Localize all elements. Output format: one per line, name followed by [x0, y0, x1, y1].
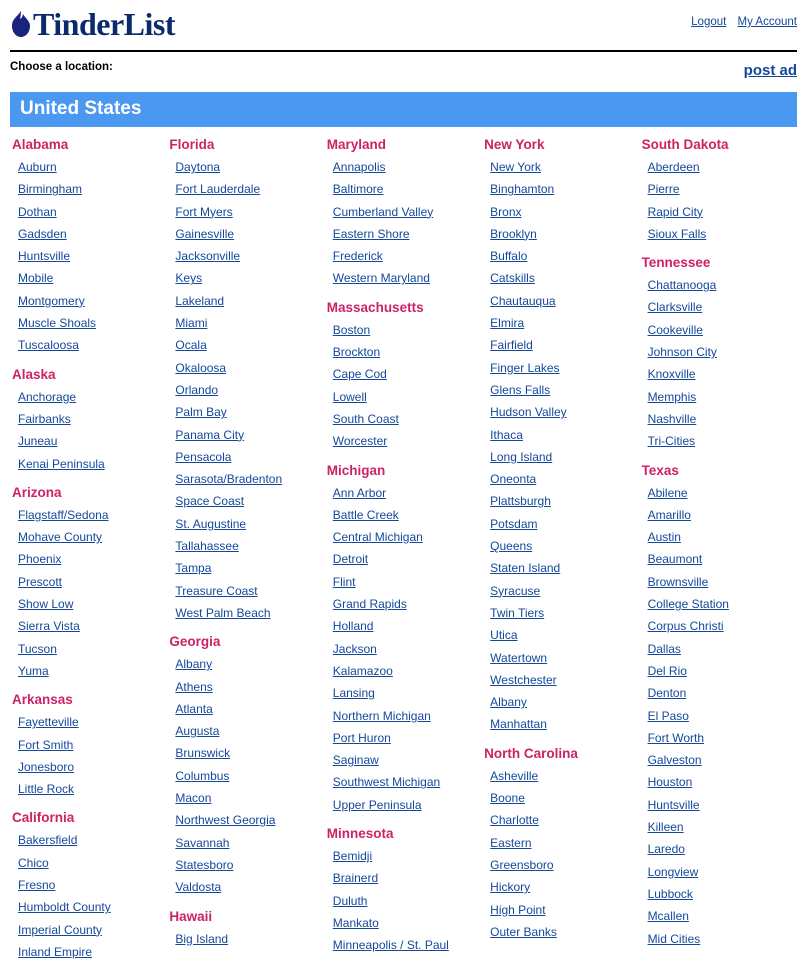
- state-block: [482, 137, 633, 736]
- city-link[interactable]: Tucson: [18, 641, 57, 656]
- city-link[interactable]: Jackson: [332, 641, 377, 656]
- city-link[interactable]: Chico: [18, 855, 49, 870]
- city-link[interactable]: Orlando: [175, 382, 219, 397]
- city-link[interactable]: Mid Cities: [647, 931, 701, 946]
- city-link[interactable]: Ithaca: [490, 427, 523, 442]
- city-link[interactable]: Frederick: [332, 249, 383, 264]
- state-block: [325, 300, 476, 453]
- city-link[interactable]: Huntsville: [647, 797, 700, 812]
- city-link[interactable]: Asheville: [490, 768, 539, 783]
- state-block: [10, 810, 161, 963]
- city-link[interactable]: Miami: [175, 316, 208, 331]
- city-link[interactable]: St. Augustine: [175, 516, 247, 531]
- state-name: South Dakota: [641, 137, 729, 152]
- city-link[interactable]: Aberdeen: [647, 160, 700, 174]
- city-link[interactable]: Lansing: [332, 686, 375, 701]
- state-name: Alaska: [12, 366, 56, 382]
- city-link[interactable]: Plattsburgh: [490, 494, 551, 509]
- city-link[interactable]: Cookeville: [647, 322, 703, 337]
- city-link[interactable]: Flagstaff/Sedona: [18, 507, 109, 522]
- city-link[interactable]: Fairfield: [490, 338, 533, 353]
- city-link[interactable]: Albany: [175, 657, 213, 672]
- state-name: Arkansas: [12, 692, 73, 708]
- location-column: [167, 137, 324, 950]
- city-link[interactable]: Charlotte: [490, 813, 539, 828]
- city-link[interactable]: Valdosta: [175, 880, 222, 895]
- flame-icon: [10, 10, 32, 38]
- city-link[interactable]: Phoenix: [18, 552, 62, 567]
- city-link[interactable]: Huntsville: [18, 249, 71, 264]
- city-link[interactable]: New York: [490, 160, 541, 174]
- city-link[interactable]: Muscle Shoals: [18, 316, 97, 331]
- city-link[interactable]: Catskills: [490, 271, 535, 286]
- city-link[interactable]: Corpus Christi: [647, 619, 724, 634]
- state-name: Michigan: [326, 462, 386, 478]
- state-block: [167, 634, 318, 898]
- city-link[interactable]: Austin: [647, 530, 681, 545]
- state-name: Texas: [641, 462, 679, 478]
- city-link[interactable]: West Palm Beach: [175, 605, 271, 620]
- city-link[interactable]: Statesboro: [175, 857, 234, 872]
- city-link[interactable]: Killeen: [647, 820, 684, 835]
- city-link[interactable]: Prescott: [18, 574, 63, 589]
- city-link[interactable]: Beaumont: [647, 552, 703, 567]
- city-link[interactable]: Brockton: [332, 345, 381, 360]
- city-link[interactable]: Jonesboro: [18, 759, 75, 774]
- state-name: New York: [484, 137, 545, 152]
- location-column: [325, 137, 482, 957]
- state-block: [325, 463, 476, 816]
- city-link[interactable]: Utica: [490, 628, 518, 643]
- city-link[interactable]: Bemidji: [332, 849, 373, 864]
- city-link[interactable]: Kenai Peninsula: [18, 456, 105, 471]
- city-link[interactable]: Humboldt County: [18, 900, 111, 915]
- city-link[interactable]: Brainerd: [332, 871, 379, 886]
- city-link[interactable]: Finger Lakes: [490, 360, 560, 375]
- city-link[interactable]: Outer Banks: [490, 924, 557, 939]
- city-link[interactable]: Brownsville: [647, 574, 709, 589]
- city-link[interactable]: Athens: [175, 679, 213, 694]
- city-link[interactable]: Tampa: [175, 561, 212, 576]
- city-link[interactable]: Port Huron: [332, 730, 391, 745]
- city-link[interactable]: Mohave County: [18, 530, 103, 545]
- city-link[interactable]: Clarksville: [647, 300, 703, 315]
- state-block: [325, 826, 476, 956]
- city-link[interactable]: Northern Michigan: [332, 708, 431, 723]
- city-link[interactable]: Mcallen: [647, 909, 689, 924]
- city-link[interactable]: Little Rock: [18, 782, 75, 797]
- state-name: Georgia: [169, 634, 221, 650]
- city-link[interactable]: Baltimore: [332, 182, 384, 197]
- city-link[interactable]: Kalamazoo: [332, 663, 393, 678]
- city-link[interactable]: Fort Lauderdale: [175, 182, 261, 197]
- city-link[interactable]: Fort Worth: [647, 730, 705, 745]
- header-links: [683, 16, 797, 28]
- city-link[interactable]: Inland Empire: [18, 944, 93, 959]
- city-link[interactable]: Worcester: [332, 434, 388, 449]
- city-link[interactable]: Pensacola: [175, 449, 232, 464]
- city-link[interactable]: Binghamton: [490, 182, 555, 197]
- site-header: [0, 0, 807, 46]
- city-link[interactable]: Jacksonville: [175, 249, 241, 264]
- city-link[interactable]: Cape Cod: [332, 367, 387, 382]
- site-logo-text: TinderList: [33, 6, 175, 42]
- city-link[interactable]: Savannah: [175, 835, 230, 850]
- city-link[interactable]: Auburn: [18, 160, 57, 174]
- city-link[interactable]: Keys: [175, 271, 203, 286]
- city-link[interactable]: Chattanooga: [647, 278, 717, 293]
- state-block: [10, 367, 161, 475]
- city-link[interactable]: College Station: [647, 597, 729, 612]
- city-link[interactable]: Mobile: [18, 271, 54, 286]
- city-link[interactable]: Westchester: [490, 672, 557, 687]
- city-link[interactable]: Hickory: [490, 880, 531, 895]
- city-link[interactable]: Fort Smith: [18, 737, 74, 752]
- city-link[interactable]: Dothan: [18, 204, 57, 219]
- state-block: [640, 137, 791, 245]
- city-link[interactable]: Western Maryland: [332, 271, 430, 286]
- state-block: [167, 137, 318, 624]
- location-column: [640, 137, 797, 950]
- city-link[interactable]: Fayetteville: [18, 715, 79, 730]
- city-link[interactable]: Boone: [490, 791, 525, 806]
- state-name: Massachusetts: [326, 299, 424, 315]
- city-link[interactable]: Lakeland: [175, 293, 225, 308]
- state-block: [325, 137, 476, 290]
- city-link[interactable]: Abilene: [647, 485, 688, 500]
- city-link[interactable]: South Coast: [332, 411, 399, 426]
- city-link[interactable]: Eastern Shore: [332, 226, 410, 241]
- state-block: [10, 485, 161, 682]
- city-link[interactable]: Buffalo: [490, 249, 528, 264]
- city-link[interactable]: Duluth: [332, 893, 368, 908]
- city-link[interactable]: Minneapolis / St. Paul: [332, 938, 449, 953]
- state-block: [640, 255, 791, 452]
- city-link[interactable]: Memphis: [647, 389, 697, 404]
- city-link[interactable]: Fairbanks: [18, 411, 71, 426]
- city-link[interactable]: Galveston: [647, 753, 702, 768]
- state-block: [10, 692, 161, 800]
- city-link[interactable]: Sarasota/Bradenton: [175, 472, 283, 487]
- city-link[interactable]: Hudson Valley: [490, 405, 567, 420]
- state-name: Arizona: [12, 484, 62, 500]
- city-link[interactable]: Fresno: [18, 878, 56, 893]
- state-block: [10, 137, 161, 357]
- state-block: [167, 909, 318, 950]
- city-link[interactable]: Syracuse: [490, 583, 541, 598]
- city-link[interactable]: Laredo: [647, 842, 685, 857]
- state-name: California: [12, 810, 75, 826]
- logout-link[interactable]: Logout: [691, 16, 727, 28]
- state-block: [640, 463, 791, 950]
- city-link[interactable]: Long Island: [490, 449, 553, 464]
- location-column: [10, 137, 167, 963]
- city-link[interactable]: Boston: [332, 322, 371, 337]
- city-link[interactable]: Dallas: [647, 641, 681, 656]
- city-link[interactable]: Battle Creek: [332, 507, 399, 522]
- city-link[interactable]: Montgomery: [18, 293, 85, 308]
- city-link[interactable]: Houston: [647, 775, 693, 790]
- city-link[interactable]: Annapolis: [332, 160, 386, 174]
- city-link[interactable]: Queens: [490, 539, 533, 554]
- state-name: Minnesota: [326, 826, 394, 842]
- city-link[interactable]: Space Coast: [175, 494, 245, 509]
- location-subbar: [10, 50, 797, 88]
- city-link[interactable]: Watertown: [490, 650, 548, 665]
- city-link[interactable]: Twin Tiers: [490, 605, 545, 620]
- city-link[interactable]: Bakersfield: [18, 833, 78, 848]
- my-account-link[interactable]: My Account: [737, 16, 797, 28]
- city-link[interactable]: Panama City: [175, 427, 245, 442]
- city-link[interactable]: Tri-Cities: [647, 434, 696, 449]
- city-link[interactable]: Pierre: [647, 182, 680, 197]
- city-link[interactable]: Lowell: [332, 389, 367, 404]
- state-block: [482, 746, 633, 943]
- city-link[interactable]: Treasure Coast: [175, 583, 258, 598]
- city-link[interactable]: Upper Peninsula: [332, 797, 422, 812]
- city-link[interactable]: Daytona: [175, 160, 221, 174]
- city-link[interactable]: Tuscaloosa: [18, 338, 79, 353]
- city-link[interactable]: Big Island: [175, 931, 229, 946]
- site-logo[interactable]: [10, 8, 797, 40]
- city-link[interactable]: Atlanta: [175, 701, 213, 716]
- city-link[interactable]: High Point: [490, 902, 546, 917]
- city-link[interactable]: Nashville: [647, 411, 697, 426]
- city-link[interactable]: Holland: [332, 619, 374, 634]
- state-name: Alabama: [12, 137, 69, 152]
- city-link[interactable]: Fort Myers: [175, 204, 233, 219]
- city-link[interactable]: Eastern: [490, 835, 532, 850]
- city-link[interactable]: Manhattan: [490, 717, 547, 732]
- city-link[interactable]: Anchorage: [18, 389, 77, 404]
- city-link[interactable]: Grand Rapids: [332, 597, 407, 612]
- location-columns: [10, 137, 797, 963]
- city-link[interactable]: Staten Island: [490, 561, 561, 576]
- city-link[interactable]: Chautauqua: [490, 293, 556, 308]
- city-link[interactable]: Juneau: [18, 434, 58, 449]
- city-link[interactable]: Gadsden: [18, 226, 67, 241]
- city-link[interactable]: Ocala: [175, 338, 207, 353]
- city-link[interactable]: Knoxville: [647, 367, 696, 382]
- city-link[interactable]: Rapid City: [647, 204, 703, 219]
- city-link[interactable]: Albany: [490, 695, 527, 710]
- city-link[interactable]: El Paso: [647, 708, 689, 723]
- city-link[interactable]: Okaloosa: [175, 360, 227, 375]
- location-column: [482, 137, 639, 943]
- state-name: Florida: [169, 137, 215, 152]
- city-link[interactable]: Tallahassee: [175, 539, 239, 554]
- city-link[interactable]: Denton: [647, 686, 687, 701]
- state-name: Tennessee: [641, 255, 711, 271]
- city-link[interactable]: Sierra Vista: [18, 619, 80, 634]
- city-link[interactable]: Columbus: [175, 768, 230, 783]
- country-banner: United States: [10, 92, 797, 127]
- city-link[interactable]: Yuma: [18, 663, 49, 678]
- city-link[interactable]: Birmingham: [18, 182, 83, 197]
- city-link[interactable]: Palm Bay: [175, 405, 227, 420]
- city-link[interactable]: Northwest Georgia: [175, 813, 276, 828]
- city-link[interactable]: Macon: [175, 791, 212, 806]
- city-link[interactable]: Detroit: [332, 552, 369, 567]
- city-link[interactable]: Amarillo: [647, 507, 691, 522]
- city-link[interactable]: Oneonta: [490, 472, 537, 487]
- city-link[interactable]: Del Rio: [647, 663, 687, 678]
- city-link[interactable]: Johnson City: [647, 345, 717, 360]
- choose-location-label: Choose a location:: [10, 61, 113, 73]
- city-link[interactable]: Bronx: [490, 204, 522, 219]
- city-link[interactable]: Gainesville: [175, 226, 235, 241]
- state-name: Hawaii: [169, 908, 213, 924]
- post-ad-link[interactable]: post ad: [743, 62, 797, 79]
- city-link[interactable]: Brooklyn: [490, 226, 537, 241]
- state-name: Maryland: [326, 137, 387, 152]
- city-link[interactable]: Lubbock: [647, 886, 693, 901]
- city-link[interactable]: Elmira: [490, 316, 525, 331]
- city-link[interactable]: Sioux Falls: [647, 226, 707, 241]
- city-link[interactable]: Longview: [647, 864, 699, 879]
- city-link[interactable]: Mankato: [332, 915, 379, 930]
- city-link[interactable]: Show Low: [18, 597, 74, 612]
- city-link[interactable]: Flint: [332, 574, 356, 589]
- city-link[interactable]: Augusta: [175, 724, 220, 739]
- city-link[interactable]: Potsdam: [490, 516, 538, 531]
- city-link[interactable]: Cumberland Valley: [332, 204, 434, 219]
- city-link[interactable]: Glens Falls: [490, 382, 551, 397]
- city-link[interactable]: Ann Arbor: [332, 485, 387, 500]
- city-link[interactable]: Greensboro: [490, 857, 554, 872]
- state-name: North Carolina: [484, 745, 578, 761]
- city-link[interactable]: Saginaw: [332, 753, 379, 768]
- city-link[interactable]: Brunswick: [175, 746, 231, 761]
- city-link[interactable]: Southwest Michigan: [332, 775, 441, 790]
- city-link[interactable]: Imperial County: [18, 922, 103, 937]
- city-link[interactable]: Central Michigan: [332, 530, 423, 545]
